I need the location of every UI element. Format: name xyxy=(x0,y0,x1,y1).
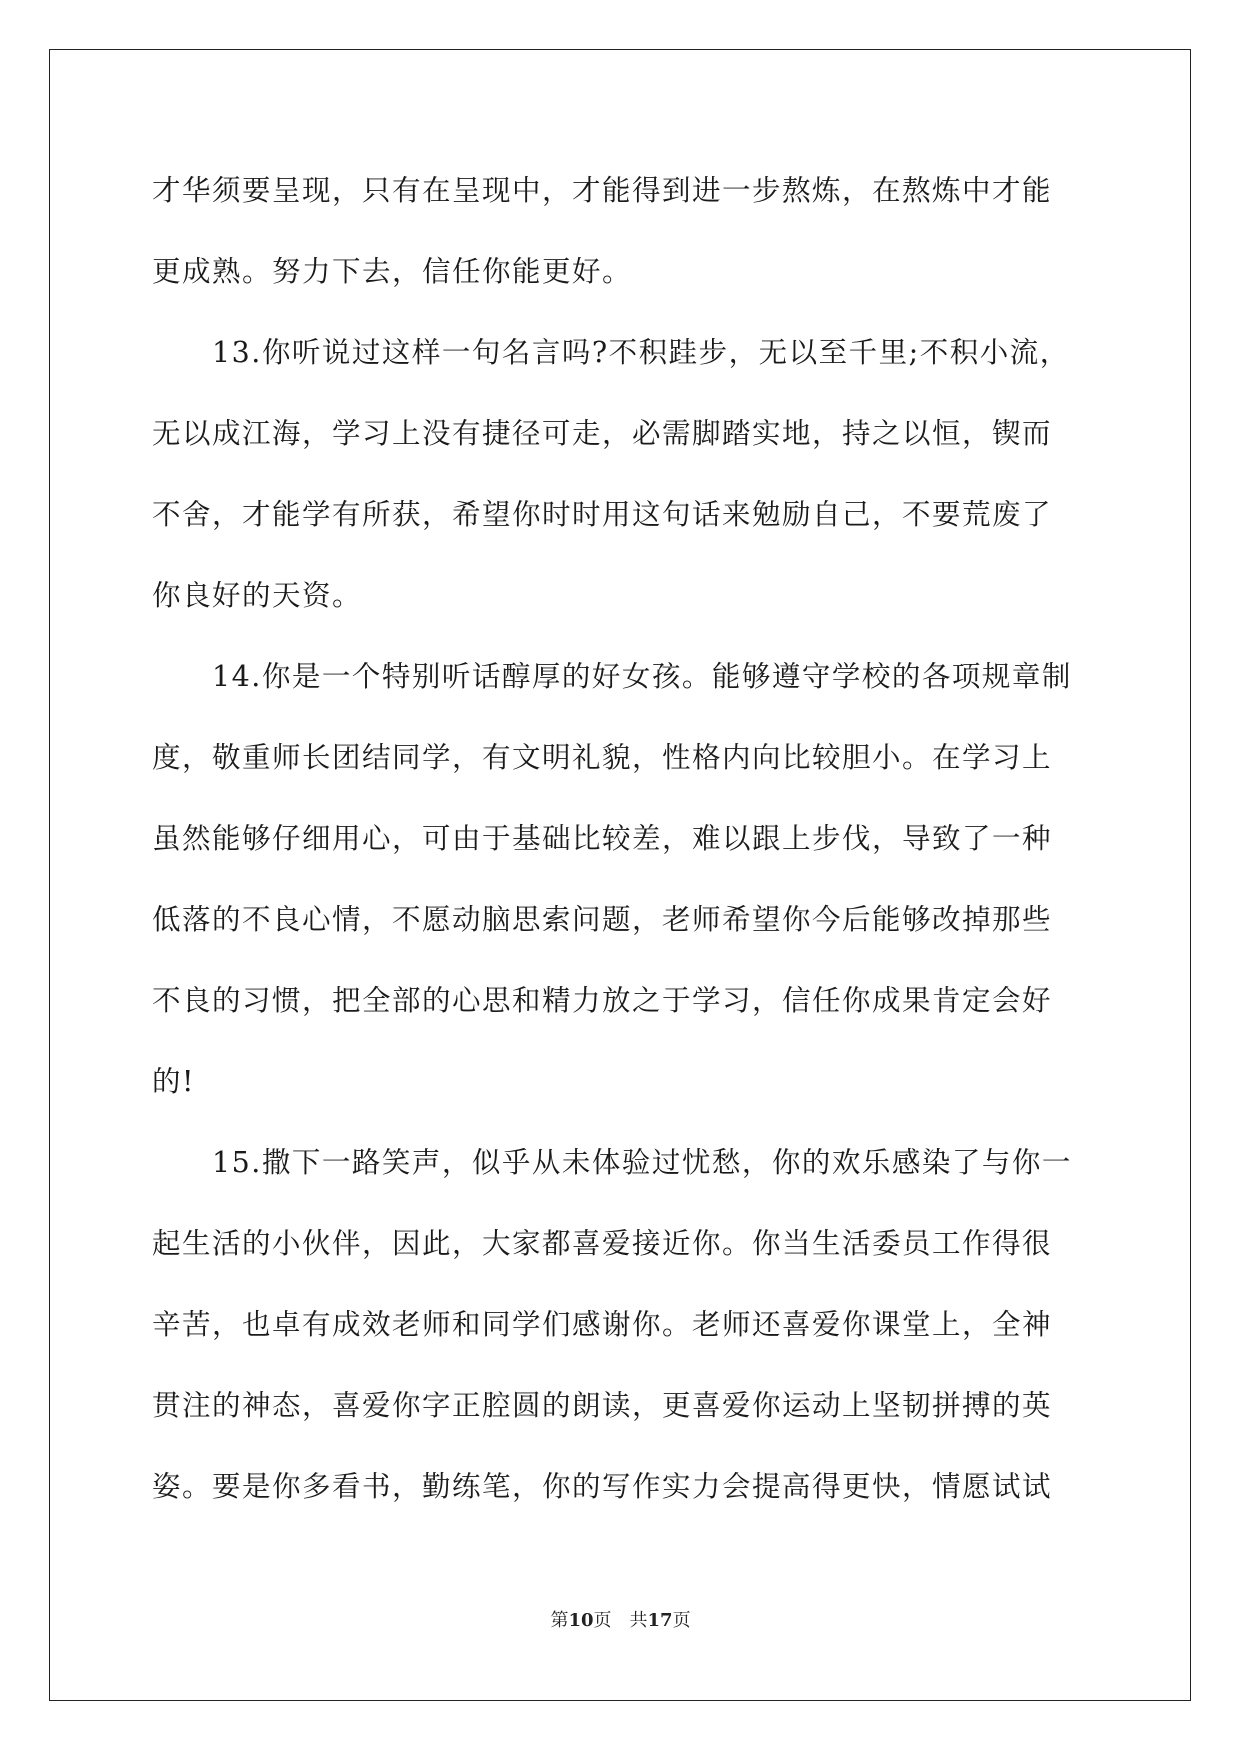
text-line: 13.你听说过这样一句名言吗?不积跬步，无以至千里;不积小流， xyxy=(152,336,1070,369)
page-total-suffix: 页 xyxy=(672,1610,691,1631)
page-total-count: 17 xyxy=(647,1610,673,1631)
text-line: 低落的不良心情，不愿动脑思索问题，老师希望你今后能够改掉那些 xyxy=(152,903,1053,936)
text-line: 才华须要呈现，只有在呈现中，才能得到进一步熬炼，在熬炼中才能 xyxy=(152,174,1053,207)
text-line: 度，敬重师长团结同学，有文明礼貌，性格内向比较胆小。在学习上 xyxy=(152,741,1053,774)
document-body xyxy=(152,150,1092,1527)
text-line: 15.撒下一路笑声，似乎从未体验过忧愁，你的欢乐感染了与你一 xyxy=(152,1146,1072,1179)
text-line: 贯注的神态，喜爱你字正腔圆的朗读，更喜爱你运动上坚韧拼搏的英 xyxy=(152,1389,1053,1422)
page-total-prefix: 共 xyxy=(629,1610,648,1631)
page-footer xyxy=(0,1609,1241,1633)
text-line: 无以成江海，学习上没有捷径可走，必需脚踏实地，持之以恒，锲而 xyxy=(152,417,1053,450)
page-number-prefix: 第 xyxy=(550,1610,569,1631)
text-line: 不舍，才能学有所获，希望你时时用这句话来勉励自己，不要荒废了 xyxy=(152,498,1053,531)
page-number-current: 10 xyxy=(568,1610,594,1631)
text-line: 你良好的天资。 xyxy=(152,579,363,612)
text-line: 虽然能够仔细用心，可由于基础比较差，难以跟上步伐，导致了一种 xyxy=(152,822,1053,855)
text-line: 姿。要是你多看书，勤练笔，你的写作实力会提高得更快，情愿试试 xyxy=(152,1470,1053,1503)
text-line: 的! xyxy=(152,1065,195,1098)
page-number-suffix: 页 xyxy=(593,1610,612,1631)
text-line: 14.你是一个特别听话醇厚的好女孩。能够遵守学校的各项规章制 xyxy=(152,660,1072,693)
text-line: 起生活的小伙伴，因此，大家都喜爱接近你。你当生活委员工作得很 xyxy=(152,1227,1053,1260)
text-line: 辛苦，也卓有成效老师和同学们感谢你。老师还喜爱你课堂上，全神 xyxy=(152,1308,1053,1341)
text-line: 不良的习惯，把全部的心思和精力放之于学习，信任你成果肯定会好 xyxy=(152,984,1053,1017)
text-line: 更成熟。努力下去，信任你能更好。 xyxy=(152,255,633,288)
